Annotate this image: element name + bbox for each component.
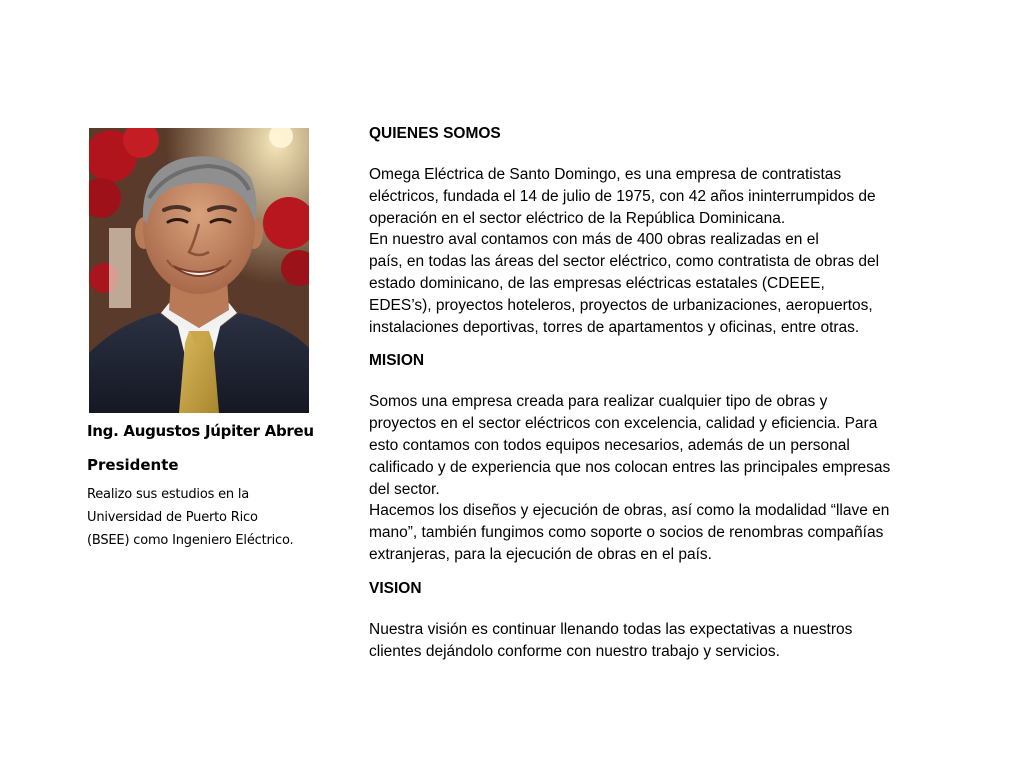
bio-line: (BSEE) como Ingeniero Eléctrico. [87,533,294,548]
bio-line: Realizo sus estudios en la [87,487,250,502]
bio-line: Universidad de Puerto Rico [87,510,258,525]
paragraph-line: EDES’s), proyectos hoteleros, proyectos de urbanizaciones, aeropuertos, [369,296,873,314]
paragraph-line: Hacemos los diseños y ejecución de obras, así como la modalidad “llave en [369,502,890,520]
paragraph-line: operación en el sector eléctrico de la República Dominicana. [369,209,786,227]
portrait-photo [89,128,309,413]
paragraph-line: esto contamos con todos equipos necesarios, además de un personal [369,436,850,454]
section-body-quienes-somos [369,164,949,338]
section-body-mision [369,391,949,565]
paragraph-line: clientes dejándolo conforme con nuestro trabajo y servicios. [369,642,780,660]
person-caption [87,418,337,552]
section-heading-mision: MISION [369,352,425,370]
paragraph-line: Omega Eléctrica de Santo Domingo, es una empresa de contratistas [369,166,842,183]
section-body-vision [369,619,949,663]
paragraph-line: del sector. [369,480,440,498]
paragraph-line: extranjeras, para la ejecución de obras en el país. [369,545,712,563]
paragraph-line: país, en todas las áreas del sector eléctrico, como contratista de obras del [369,253,880,271]
paragraph-line: estado dominicano, de las empresas eléctricas estatales (CDEEE, [369,274,825,292]
paragraph-line: Somos una empresa creada para realizar cualquier tipo de obras y [369,393,828,411]
paragraph-line: mano”, también fungimos como soporte o socios de renombras compañías [369,524,884,542]
paragraph-line: instalaciones deportivas, torres de apartamentos y oficinas, entre otras. [369,318,860,336]
paragraph-line: calificado y de experiencia que nos colocan entres las principales empresas [369,458,891,476]
section-heading-vision: VISION [369,579,422,597]
section-heading-quienes-somos: QUIENES SOMOS [369,125,501,142]
paragraph-line: eléctricos, fundada el 14 de julio de 1975, con 42 años ininterrumpidos de [369,187,876,205]
person-name: Ing. Augustos Júpiter Abreu [87,422,314,440]
person-bio [87,483,337,552]
paragraph-line: proyectos en el sector eléctricos con excelencia, calidad y eficiencia. Para [369,415,878,433]
person-title: Presidente [87,456,179,474]
paragraph-line: En nuestro aval contamos con más de 400 obras realizadas en el [369,231,819,249]
company-info [369,124,949,662]
paragraph-line: Nuestra visión es continuar llenando todas las expectativas a nuestros [369,620,853,638]
